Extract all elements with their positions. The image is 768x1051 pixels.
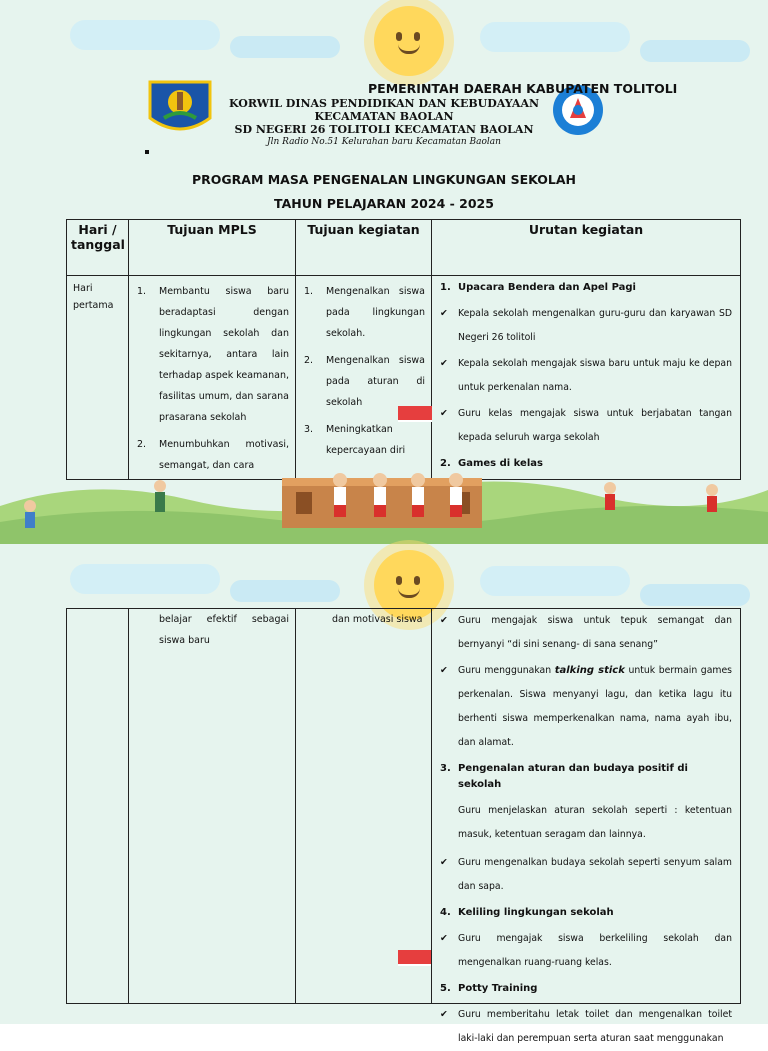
list-item: 2. Mengenalkan siswa pada aturan di sekolah <box>304 355 425 408</box>
sequence-cell <box>432 276 741 480</box>
sun-icon <box>374 6 444 76</box>
header-goal: Tujuan MPLS <box>129 220 296 276</box>
header-purpose: Tujuan kegiatan <box>296 220 432 276</box>
cloud-decoration <box>70 20 220 50</box>
sequence-cell <box>432 609 741 1044</box>
table-row <box>67 609 741 1004</box>
section-heading: 5. Potty Training <box>440 983 538 994</box>
cloud-decoration <box>640 40 750 62</box>
flag-icon <box>398 406 432 420</box>
district-line: KECAMATAN BAOLAN <box>314 110 454 123</box>
header-day: Hari / tanggal <box>67 220 129 276</box>
government-line: PEMERINTAH DAERAH KABUPATEN TOLITOLI <box>368 81 678 96</box>
paragraph: Guru menjelaskan aturan sekolah seperti : ketentuan masuk, ketentuan seragam dan lainnya. <box>458 805 732 840</box>
section-heading: 3. Pengenalan aturan dan budaya positif di sekolah <box>440 763 688 790</box>
section-heading: 4. Keliling lingkungan sekolah <box>440 907 614 918</box>
purpose-continuation: dan motivasi siswa <box>332 614 423 625</box>
document-page-2 <box>0 544 768 1044</box>
address-line: Jln Radio No.51 Kelurahan baru Kecamatan Baolan <box>267 137 501 147</box>
day-cell: Hari pertama <box>67 276 129 480</box>
purpose-cell <box>296 609 432 1004</box>
cloud-decoration <box>480 22 630 52</box>
section-heading: 2. Games di kelas <box>440 458 543 469</box>
activity-table-part-2 <box>66 608 741 1044</box>
section-heading: 1. Upacara Bendera dan Apel Pagi <box>440 282 636 293</box>
list-item: ✔ Kepala sekolah mengenalkan guru-guru dan karyawan SD Negeri 26 tolitoli <box>440 308 732 343</box>
document-subtitle: TAHUN PELAJARAN 2024 - 2025 <box>274 196 494 211</box>
bullet-mark <box>145 150 149 154</box>
list-item: ✔ Guru menggunakan talking stick untuk bermain games perkenalan. Siswa menyanyi lagu, dan ketika lagu itu berhenti siswa memperkenalkan nama, nama ayah ibu, dan alamat. <box>440 665 733 748</box>
table-row <box>67 276 741 480</box>
goal-continuation: belajar efektif sebagai siswa baru <box>159 614 289 646</box>
cloud-decoration <box>230 580 340 602</box>
list-item: 3. Meningkatkan kepercayaan diri <box>304 424 406 456</box>
list-item: ✔ Guru mengajak siswa untuk tepuk semangat dan bernyanyi “di sini senang- di sana senang” <box>440 615 732 650</box>
list-item: ✔ Guru memberitahu letak toilet dan mengenalkan toilet laki-laki dan perempuan serta aturan saat menggunakan <box>440 1009 732 1044</box>
school-line: SD NEGERI 26 TOLITOLI KECAMATAN BAOLAN <box>234 123 534 136</box>
emphasis-text: talking stick <box>554 665 625 676</box>
goal-cell <box>129 609 296 1004</box>
list-item: 2. Menumbuhkan motivasi, semangat, dan cara <box>137 439 289 471</box>
day-cell <box>67 609 129 1004</box>
header-sequence: Urutan kegiatan <box>432 220 741 276</box>
purpose-cell <box>296 276 432 480</box>
list-item: ✔ Guru mengenalkan budaya sekolah seperti senyum salam dan sapa. <box>440 857 732 892</box>
table-header-row <box>67 220 741 276</box>
school-yard-illustration <box>0 466 768 544</box>
activity-table-part-1 <box>66 219 741 480</box>
cloud-decoration <box>640 584 750 606</box>
cloud-decoration <box>70 564 220 594</box>
agency-line: KORWIL DINAS PENDIDIKAN DAN KEBUDAYAAN <box>228 97 540 110</box>
list-item: 1. Membantu siswa baru beradaptasi dengan lingkungan sekolah dan sekitarnya, antara lain terhadap aspek keamanan, fasilitas umum, dan sarana prasarana sekolah <box>137 286 290 423</box>
cloud-decoration <box>480 566 630 596</box>
list-item: 1. Mengenalkan siswa pada lingkungan sekolah. <box>304 286 425 339</box>
document-title: PROGRAM MASA PENGENALAN LINGKUNGAN SEKOLAH <box>191 172 576 187</box>
cloud-decoration <box>230 36 340 58</box>
list-item: ✔ Kepala sekolah mengajak siswa baru untuk maju ke depan untuk perkenalan nama. <box>440 358 732 393</box>
list-item: ✔ Guru mengajak siswa berkeliling sekolah dan mengenalkan ruang-ruang kelas. <box>440 933 732 968</box>
goal-cell <box>129 276 296 480</box>
list-item: ✔ Guru kelas mengajak siswa untuk berjabatan tangan kepada seluruh warga sekolah <box>440 408 732 443</box>
